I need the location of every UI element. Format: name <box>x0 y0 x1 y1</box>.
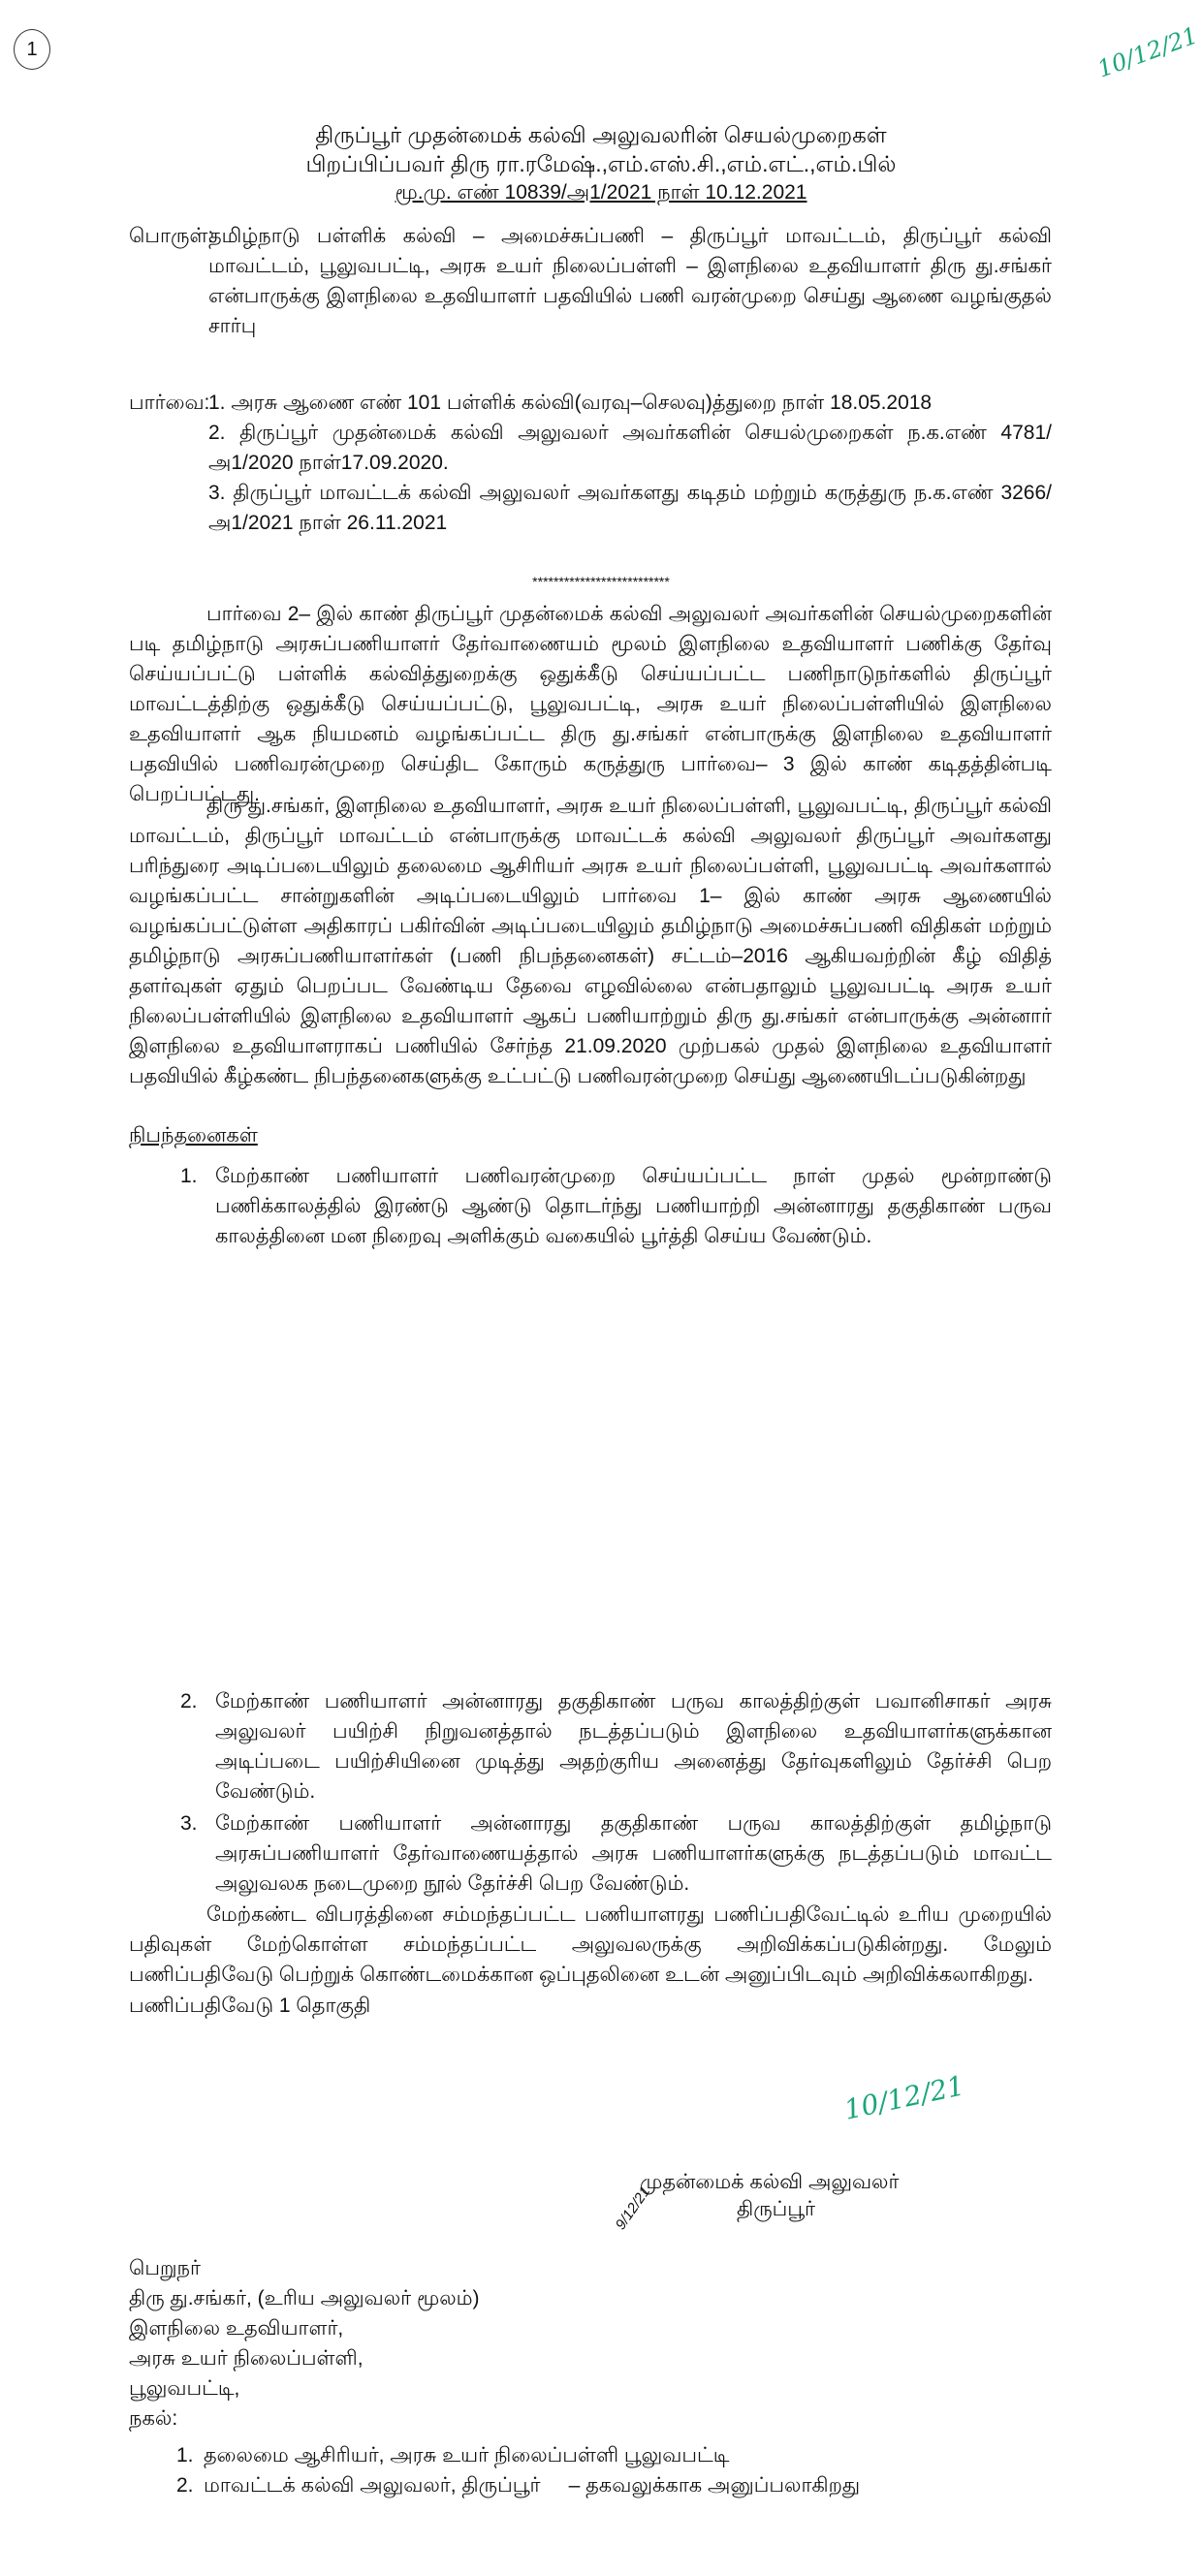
reference-number-text: மூ.மு. எண் 10839/அ1/2021 நாள் 10.12.2021 <box>395 181 807 204</box>
condition-text: மேற்காண் பணியாளர் அன்னாரது தகுதிகாண் பருவ காலத்திற்குள் தமிழ்நாடு அரசுப்பணியாளர் தேர்வாணையத்தால் அரசு பணியாளர்களுக்கு நடத்தப்படும் மாவட்ட அலுவலக நடைமுறை நூல் தேர்ச்சி பெற வேண்டும். <box>215 1812 1052 1895</box>
condition-text: மேற்காண் பணியாளர் பணிவரன்முறை செய்யப்பட்ட நாள் முதல் மூன்றாண்டு பணிக்காலத்தில் இரண்டு ஆண்டு தொடர்ந்து பணியாற்றி அன்னாரது தகுதிகாண் பருவ காலத்தினை மன நிறைவு அளிக்கும் வகையில் பூர்த்தி செய்ய வேண்டும். <box>215 1165 1052 1247</box>
header-line-2: பிறப்பிப்பவர் திரு ரா.ரமேஷ்.,எம்.எஸ்.சி.,எம்.எட்.,எம்.பில் <box>305 151 897 176</box>
subject-label: பொருள்: <box>129 225 214 247</box>
condition-number: 3. <box>180 1812 198 1835</box>
copy-text: தலைமை ஆசிரியர், அரசு உயர் நிலைப்பள்ளி பூலுவபட்டி <box>204 2444 730 2466</box>
recipient-line: அரசு உயர் நிலைப்பள்ளி, <box>129 2347 364 2370</box>
copy-list <box>176 2440 860 2500</box>
reference-number <box>0 181 1202 206</box>
condition-item <box>180 1161 1052 1251</box>
copy-number: 2. <box>176 2474 194 2497</box>
officer-handwritten-signature: 10/12/21 <box>840 2069 967 2126</box>
subject-text: தமிழ்நாடு பள்ளிக் கல்வி – அமைச்சுப்பணி – திருப்பூர் மாவட்டம், திருப்பூர் கல்வி மாவட்டம், பூலுவபட்டி, அரசு உயர் நிலைப்பள்ளி – இளநிலை உதவியாளர் திரு து.சங்கர் என்பாருக்கு இளநிலை உதவியாளர் பதவியில் பணி வரன்முறை செய்து ஆணை வழங்குதல் சார்பு <box>208 225 1052 337</box>
header-line-1: திருப்பூர் முதன்மைக் கல்வி அலுவலரின் செயல்முறைகள் <box>315 122 887 147</box>
references-section <box>129 388 1052 538</box>
copy-number: 1. <box>176 2444 194 2466</box>
copy-item <box>176 2470 860 2500</box>
condition-item <box>180 1686 1052 1806</box>
reference-item: 3. திருப்பூர் மாவட்டக் கல்வி அலுவலர் அவர்களது கடிதம் மற்றும் கருத்துரு ந.க.எண் 3266/அ1/2021 நாள் 26.11.2021 <box>208 482 1052 534</box>
body-paragraph-1: பார்வை 2– இல் காண் திருப்பூர் முதன்மைக் கல்வி அலுவலர் அவர்களின் செயல்முறைகளின் படி தமிழ்நாடு அரசுப்பணியாளர் தேர்வாணையம் மூலம் இளநிலை உதவியாளர் பணிக்கு தேர்வு செய்யப்பட்டு பள்ளிக் கல்வித்துறைக்கு ஒதுக்கீடு செய்யப்பட்ட பணிநாடுநர்களில் திருப்பூர் மாவட்டத்திற்கு ஒதுக்கீடு செய்யப்பட்டு, பூலுவபட்டி, அரசு உயர் நிலைப்பள்ளியில் இளநிலை உதவியாளர் ஆக நியமனம் வழங்கப்பட்ட திரு து.சங்கர் என்பாருக்கு இளநிலை உதவியாளர் பதவியில் பணிவரன்முறை செய்திட கோரும் கருத்துரு பார்வை– 3 இல் காண் கடிதத்தின்படி பெறப்பட்டது. <box>129 603 1052 805</box>
separator: ************************** <box>532 574 670 589</box>
page-number-mark: 1 <box>14 29 50 70</box>
initials-mark: 9/12/21 <box>612 2183 654 2233</box>
body-paragraph-2: திரு து.சங்கர், இளநிலை உதவியாளர், அரசு உயர் நிலைப்பள்ளி, பூலுவபட்டி, திருப்பூர் கல்வி மாவட்டம், திருப்பூர் மாவட்டம் என்பாருக்கு மாவட்டக் கல்வி அலுவலர் திருப்பூர் அவர்களது பரிந்துரை அடிப்படையிலும் தலைமை ஆசிரியர் அரசு உயர் நிலைப்பள்ளி, பூலுவபட்டி அவர்களால் வழங்கப்பட்ட சான்றுகளின் அடிப்படையிலும் பார்வை 1– இல் காண் அரசு ஆணையில் வழங்கப்பட்டுள்ள அதிகாரப் பகிர்வின் அடிப்படையிலும் தமிழ்நாடு அமைச்சுப்பணி விதிகள் மற்றும் தமிழ்நாடு அரசுப்பணியாளர்கள் (பணி நிபந்தனைகள்) சட்டம்–2016 ஆகியவற்றின் கீழ் விதித் தளர்வுகள் ஏதும் பெறப்பட வேண்டிய தேவை எழவில்லை என்பதாலும் பூலுவபட்டி அரசு உயர் நிலைப்பள்ளியில் இளநிலை உதவியாளர் ஆகப் பணியாற்றும் திரு து.சங்கர் என்பாருக்கு அன்னார் இளநிலை உதவியாளராகப் பணியில் சேர்ந்த 21.09.2020 முற்பகல் முதல் இளநிலை உதவியாளர் பதவியில் கீழ்கண்ட நிபந்தனைகளுக்கு உட்பட்டு பணிவரன்முறை செய்து ஆணையிடப்படுகின்றது <box>129 795 1052 1087</box>
references-label: பார்வை: <box>129 392 210 414</box>
recipient-block <box>129 2253 480 2434</box>
recipient-line: திரு து.சங்கர், (உரிய அலுவலர் மூலம்) <box>129 2287 480 2309</box>
copy-label: நகல்: <box>129 2407 178 2430</box>
recipient-line: பூலுவபட்டி, <box>129 2377 240 2400</box>
reference-item: 2. திருப்பூர் முதன்மைக் கல்வி அலுவலர் அவர்களின் செயல்முறைகள் ந.க.எண் 4781/அ1/2020 நாள்17.09.2020. <box>208 422 1052 474</box>
top-handwritten-signature: 10/12/21 <box>1093 21 1202 83</box>
copy-text: மாவட்டக் கல்வி அலுவலர், திருப்பூர் – தகவலுக்காக அனுப்பலாகிறது <box>204 2474 861 2497</box>
signature-place: திருப்பூர் <box>737 2198 816 2220</box>
conditions-heading <box>129 1124 258 1149</box>
subject-section <box>129 221 1052 341</box>
condition-number: 2. <box>180 1690 198 1712</box>
enclosure: பணிப்பதிவேடு 1 தொகுதி <box>129 1995 371 2017</box>
condition-item <box>180 1808 1052 1899</box>
conditions-heading-text: நிபந்தனைகள் <box>129 1124 258 1147</box>
recipient-line: இளநிலை உதவியாளர், <box>129 2317 344 2340</box>
copy-item <box>176 2440 860 2470</box>
signature-designation: முதன்மைக் கல்வி அலுவலர் <box>640 2171 900 2193</box>
reference-item: 1. அரசு ஆணை எண் 101 பள்ளிக் கல்வி(வரவு–செலவு)த்துறை நாள் 18.05.2018 <box>208 392 933 414</box>
condition-text: மேற்காண் பணியாளர் அன்னாரது தகுதிகாண் பருவ காலத்திற்குள் பவானிசாகர் அரசு அலுவலர் பயிற்சி நிறுவனத்தால் நடத்தப்படும் இளநிலை உதவியாளர்களுக்கான அடிப்படை பயிற்சியினை முடித்து அதற்குரிய அனைத்து தேர்வுகளிலும் தேர்ச்சி பெற வேண்டும். <box>215 1690 1052 1803</box>
body-paragraph-3: மேற்கண்ட விபரத்தினை சம்மந்தப்பட்ட பணியாளரது பணிப்பதிவேட்டில் உரிய முறையில் பதிவுகள் மேற்கொள்ள சம்மந்தப்பட்ட அலுவலருக்கு அறிவிக்கப்படுகின்றது. மேலும் பணிப்பதிவேடு பெற்றுக் கொண்டமைக்கான ஒப்புதலினை உடன் அனுப்பிடவும் அறிவிக்கலாகிறது. <box>129 1903 1052 1986</box>
condition-number: 1. <box>180 1165 198 1187</box>
recipient-label: பெறுநர் <box>129 2257 201 2279</box>
